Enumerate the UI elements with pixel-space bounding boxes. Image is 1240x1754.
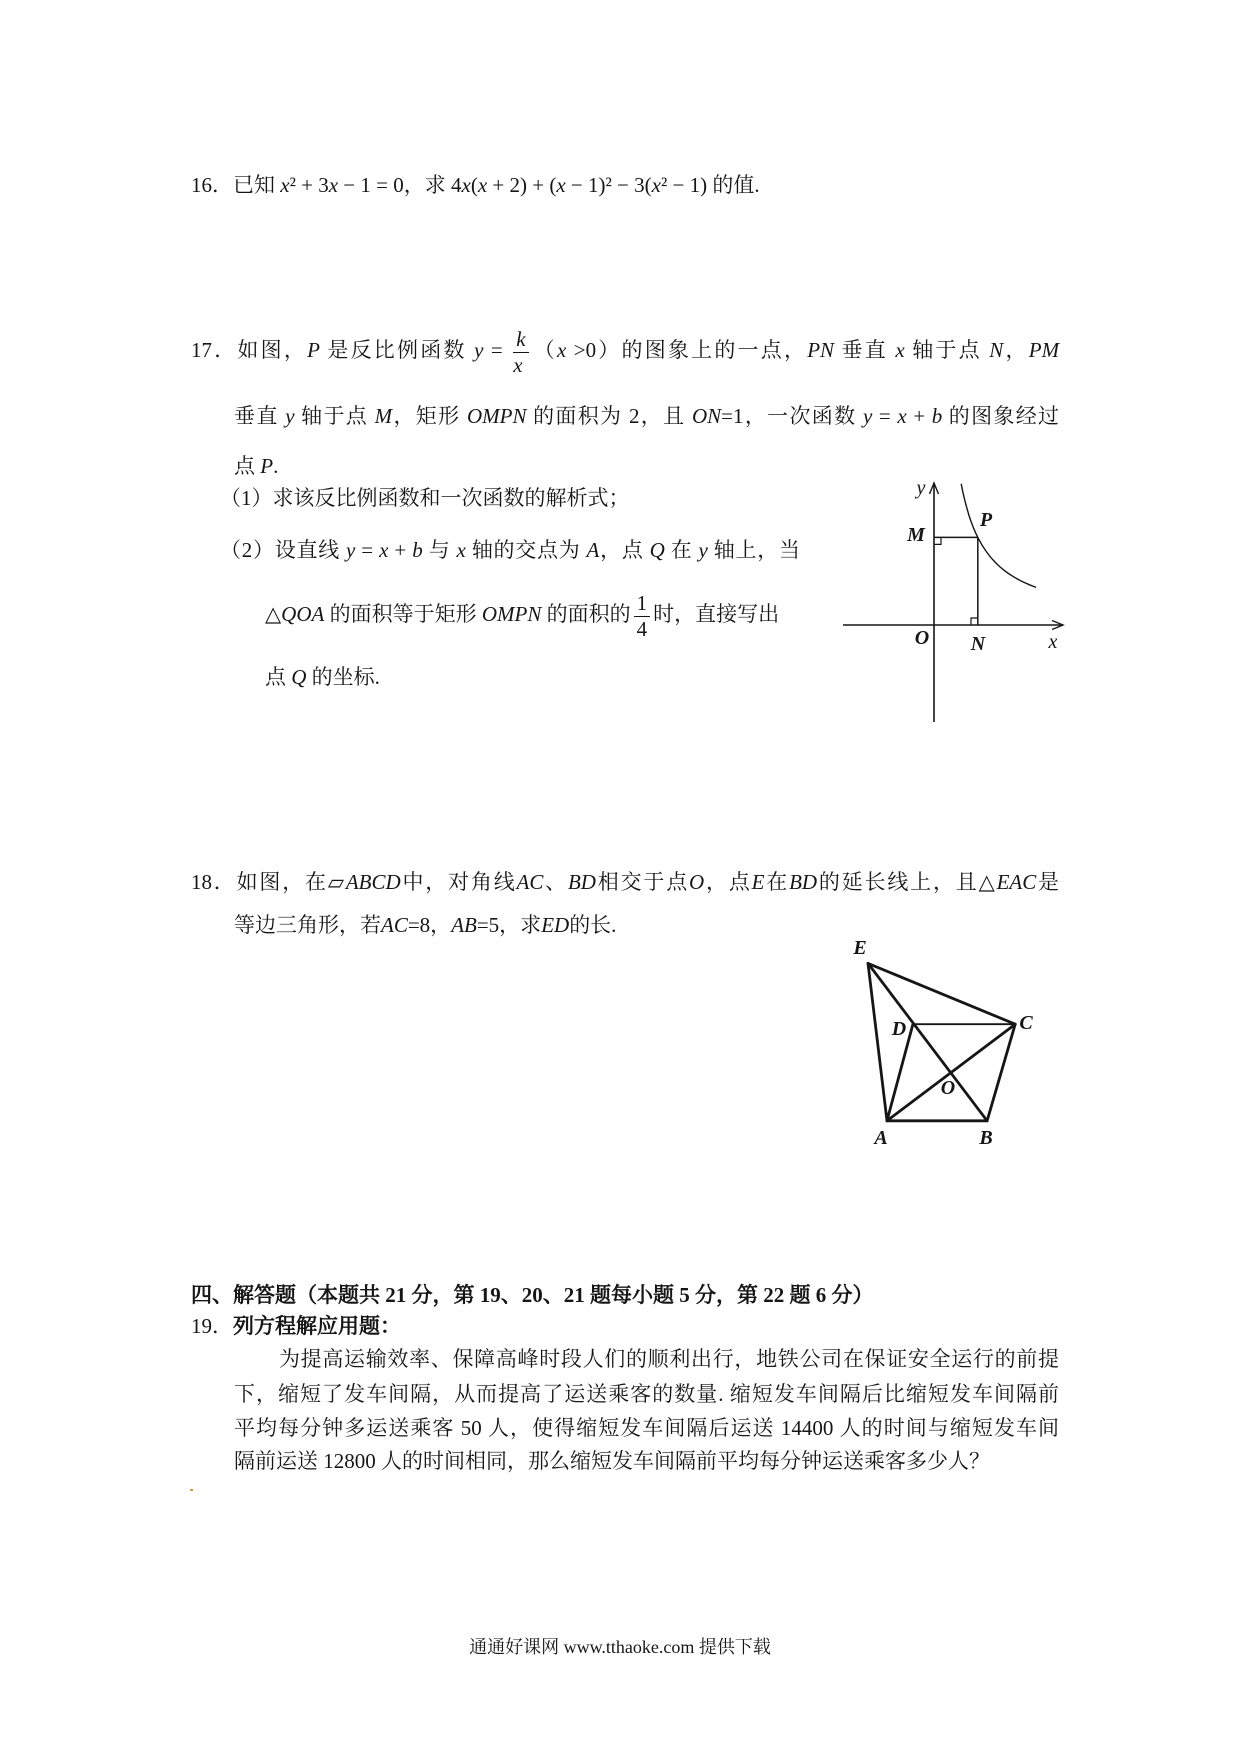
point-c-label: C xyxy=(1019,1012,1033,1034)
q17-part2-line3: 点 Q 的坐标. xyxy=(265,665,380,689)
math-variable: y xyxy=(863,404,873,428)
math-variable: PN xyxy=(807,338,835,362)
right-angle-mark-m xyxy=(934,537,941,544)
math-variable: x xyxy=(897,404,907,428)
fraction-denominator: 4 xyxy=(636,616,648,641)
math-variable: x xyxy=(556,173,566,197)
hyperbola-curve xyxy=(961,484,1036,588)
fraction-denominator xyxy=(513,353,528,378)
math-variable: x xyxy=(280,173,290,197)
point-m-label: M xyxy=(907,524,925,546)
math-variable: PM xyxy=(1028,338,1060,362)
q17-part2-line2-end: 时，直接写出 xyxy=(653,602,780,626)
math-variable: BD xyxy=(567,870,596,894)
math-variable: x xyxy=(328,173,339,197)
q17-part2-line1: （2）设直线 y = x + b 与 x 轴的交点为 A，点 Q 在 y 轴上，当 xyxy=(220,538,801,562)
math-variable: AB xyxy=(451,913,477,937)
point-a-label: A xyxy=(874,1127,888,1149)
q17-line1 xyxy=(191,326,1060,377)
q19-number: 19． xyxy=(191,1314,233,1338)
math-variable: y xyxy=(698,538,708,562)
math-variable: Q xyxy=(291,665,307,689)
math-variable: b xyxy=(931,404,943,428)
q19-paragraph-line: 隔前运送 12800 人的时间相同，那么缩短发车间隔前平均每分钟运送乘客多少人？ xyxy=(234,1449,990,1473)
origin-label: O xyxy=(914,627,930,649)
math-variable: x xyxy=(379,538,389,562)
math-variable: x xyxy=(456,538,466,562)
q17-part1: （1）求该反比例函数和一次函数的解析式； xyxy=(220,486,630,510)
math-variable: OMPN xyxy=(467,404,527,428)
point-o-label: O xyxy=(940,1077,956,1099)
math-variable: x xyxy=(895,338,905,362)
q19-paragraph-line: 为提高运输效率、保障高峰时段人们的顺利出行，地铁公司在保证安全运行的前提 xyxy=(279,1347,1059,1371)
fraction-numerator: 1 xyxy=(634,591,651,617)
q17-part2-line2 xyxy=(265,590,780,641)
q17-line3: 点 P. xyxy=(234,454,279,478)
q18-line1: 18．如图，在▱ABCD中，对角线AC、BD相交于点O，点E在BD的延长线上，且△EAC是 xyxy=(191,870,1060,894)
q19-paragraph-line: 下，缩短了发车间隔，从而提高了运送乘客的数量. 缩短发车间隔后比缩短发车间隔前 xyxy=(234,1382,1059,1406)
math-variable: A xyxy=(586,538,600,562)
math-variable: QOA xyxy=(281,602,325,626)
math-variable: b xyxy=(412,538,423,562)
math-variable: AC xyxy=(381,913,408,937)
math-variable: x xyxy=(651,173,661,197)
q19-paragraph-line: 平均每分钟多运送乘客 50 人，使得缩短发车间隔后运送 14400 人的时间与缩短发车间 xyxy=(234,1416,1059,1440)
math-variable: OMPN xyxy=(481,602,542,626)
math-variable: x xyxy=(556,338,567,362)
section-heading: 四、解答题（本题共 21 分，第 19、20、21 题每小题 5 分，第 22 题 6 分） xyxy=(191,1283,874,1307)
q17-part2-line2-start: △QOA 的面积等于矩形 OMPN 的面积的 xyxy=(265,602,631,626)
point-e-label: E xyxy=(853,937,867,959)
math-variable: x xyxy=(461,173,471,197)
fraction-numerator xyxy=(513,327,528,353)
q19-header xyxy=(191,1311,401,1341)
q18-line2: 等边三角形，若AC=8，AB=5，求ED的长. xyxy=(234,913,617,937)
q17-line2: 垂直 y 轴于点 M，矩形 OMPN 的面积为 2，且 ON=1，一次函数 y = x + b 的图象经过 xyxy=(234,404,1060,428)
fraction-k-over-x xyxy=(513,327,528,378)
q17-line1-end: （x >0）的图象上的一点，PN 垂直 x 轴于点 N，PM xyxy=(531,338,1060,362)
math-variable: y xyxy=(345,538,356,562)
math-variable: y xyxy=(285,404,295,428)
q16-text: 16．已知 x² + 3x − 1 = 0，求 4x(x + 2) + (x − 1)² − 3(x² − 1) 的值. xyxy=(191,173,760,197)
math-variable: EAC xyxy=(996,870,1037,894)
right-angle-mark-n xyxy=(971,618,978,625)
math-variable: x xyxy=(477,173,488,197)
math-variable: AC xyxy=(516,870,544,894)
point-d-label: D xyxy=(891,1018,907,1040)
point-b-label: B xyxy=(979,1127,993,1149)
math-variable: ABCD xyxy=(345,870,401,894)
math-variable: x xyxy=(513,352,523,377)
math-variable: k xyxy=(516,326,526,351)
math-variable: N xyxy=(989,338,1004,362)
x-axis-label: x xyxy=(1048,631,1058,653)
math-variable: P xyxy=(260,454,274,478)
q18-figure xyxy=(840,930,1060,1155)
math-variable: ON xyxy=(691,404,722,428)
q19-title: 列方程解应用题： xyxy=(233,1314,401,1338)
q17-line1-start: 17．如图，P 是反比例函数 y = xyxy=(191,338,511,362)
scan-speck xyxy=(190,1489,193,1491)
q17-figure xyxy=(840,470,1070,730)
math-variable: y xyxy=(474,338,484,362)
math-variable: Q xyxy=(649,538,665,562)
point-n-label: N xyxy=(970,633,986,655)
math-variable: P xyxy=(307,338,320,362)
math-variable: ED xyxy=(541,913,570,937)
point-p-label: P xyxy=(979,509,993,531)
math-variable: BD xyxy=(789,870,818,894)
page-footer: 通通好课网 www.tthaoke.com 提供下载 xyxy=(469,1637,771,1657)
fraction-one-quarter xyxy=(634,591,651,642)
y-axis-label: y xyxy=(916,477,926,499)
math-variable: M xyxy=(374,404,393,428)
math-variable: E xyxy=(751,870,765,894)
math-variable: O xyxy=(689,870,705,894)
edge-bc xyxy=(987,1024,1015,1121)
